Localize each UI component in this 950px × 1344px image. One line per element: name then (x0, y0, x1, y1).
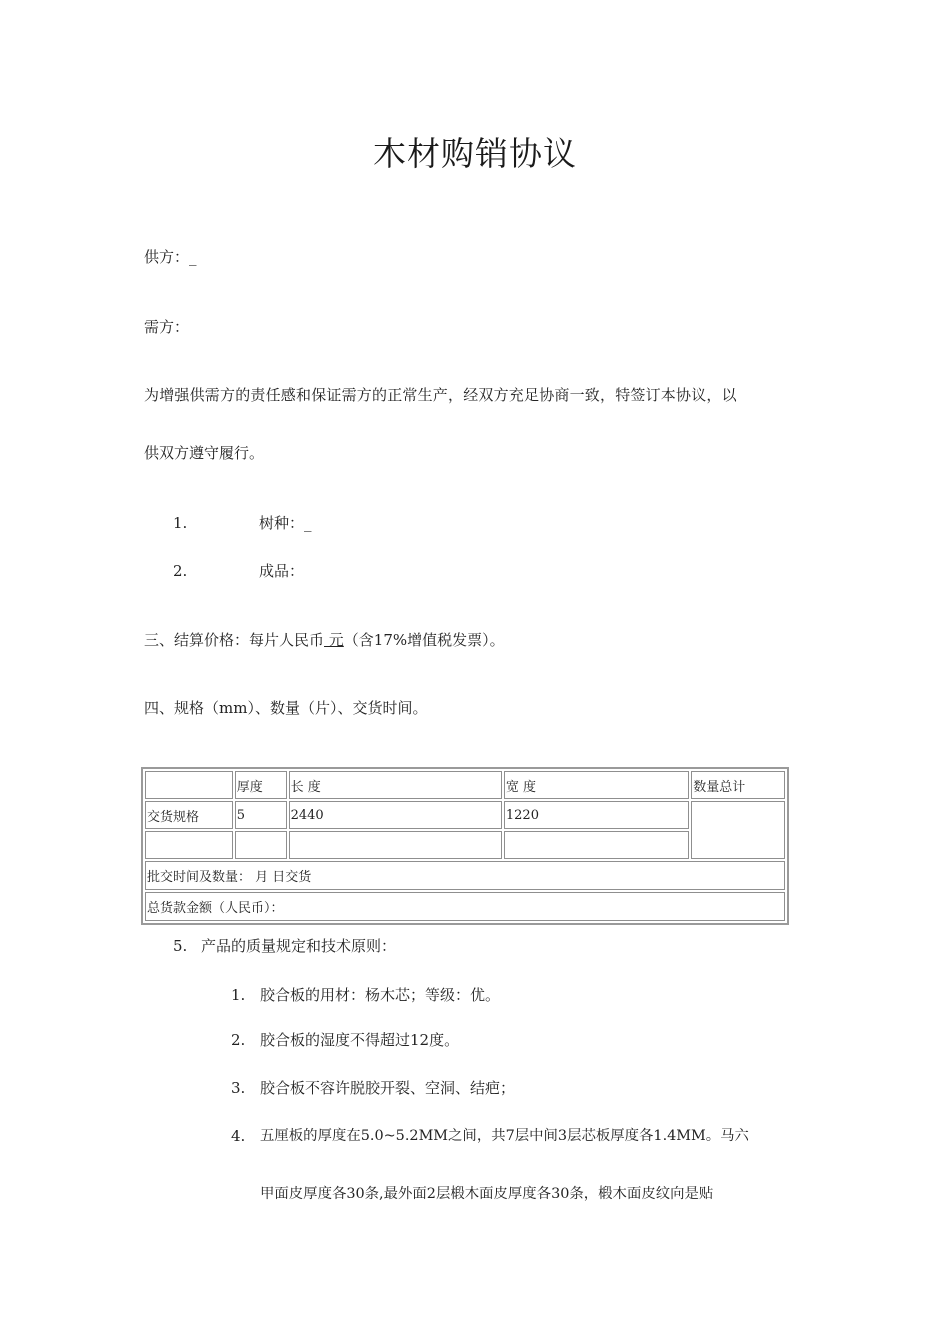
quality-item-3-text: 胶合板不容许脱胶开裂、空洞、结疤； (260, 1079, 516, 1097)
table-header-row (145, 771, 785, 799)
quality-item-1-text: 胶合板的用材：杨木芯；等级：优。 (260, 986, 501, 1004)
delivery-time-cell: 批交时间及数量： 月 日交货 (145, 861, 785, 890)
table-header-cell: 数量总计 (691, 771, 785, 799)
quality-item-3-number: 3. (231, 1079, 246, 1097)
table-row (145, 861, 785, 890)
quality-item-4-continuation: 甲面皮厚度各30条,最外面2层椴木面皮厚度各30条，椴木面皮纹向是贴 (260, 1186, 714, 1202)
item-1-number: 1. (173, 514, 188, 532)
price-prefix: 三、结算价格：每片人民币 (144, 631, 325, 649)
item-1-text: 树种：_ (259, 514, 312, 532)
quality-item-2-number: 2. (231, 1031, 246, 1049)
table-header-cell: 宽 度 (504, 771, 689, 799)
table-cell: 5 (235, 801, 287, 829)
quality-item-4-number: 4. (231, 1127, 246, 1145)
table-cell (235, 831, 287, 859)
quantity-total-cell (691, 801, 785, 859)
spec-heading: 四、规格（mm）、数量（片）、交货时间。 (144, 699, 428, 717)
table-cell: 交货规格 (145, 801, 233, 829)
supplier-label: 供方：_ (144, 248, 197, 266)
item-2-number: 2. (173, 562, 188, 580)
price-amount-blank: 元 (324, 631, 344, 649)
quality-item-2-text: 胶合板的湿度不得超过12度。 (260, 1031, 460, 1049)
table-cell (289, 831, 502, 859)
table-cell (504, 831, 689, 859)
table-header-cell: 长 度 (289, 771, 502, 799)
spec-table (141, 767, 789, 925)
buyer-label: 需方： (144, 318, 190, 336)
intro-paragraph-line-1: 为增强供需方的责任感和保证需方的正常生产，经双方充足协商一致，特签订本协议，以 (144, 386, 737, 404)
quality-heading-number: 5. (173, 937, 188, 955)
quality-item-1-number: 1. (231, 986, 246, 1004)
table-row (145, 801, 785, 829)
table-cell: 2440 (289, 801, 502, 829)
price-suffix: （含17%增值税发票）。 (343, 631, 505, 649)
table-row (145, 892, 785, 921)
intro-paragraph-line-2: 供双方遵守履行。 (144, 444, 265, 462)
quality-item-4-text: 五厘板的厚度在5.0~5.2MM之间，共7层中间3层芯板厚度各1.4MM。马六 (260, 1128, 749, 1144)
table-header-cell (145, 771, 233, 799)
document-title: 木材购销协议 (373, 134, 577, 173)
price-clause (144, 630, 505, 650)
table-cell (145, 831, 233, 859)
quality-heading-text: 产品的质量规定和技术原则： (201, 937, 397, 955)
item-2-text: 成品： (259, 562, 305, 580)
total-amount-cell: 总货款金额（人民币）： (145, 892, 785, 921)
table-cell: 1220 (504, 801, 689, 829)
table-header-cell: 厚度 (235, 771, 287, 799)
table-row (145, 831, 785, 859)
